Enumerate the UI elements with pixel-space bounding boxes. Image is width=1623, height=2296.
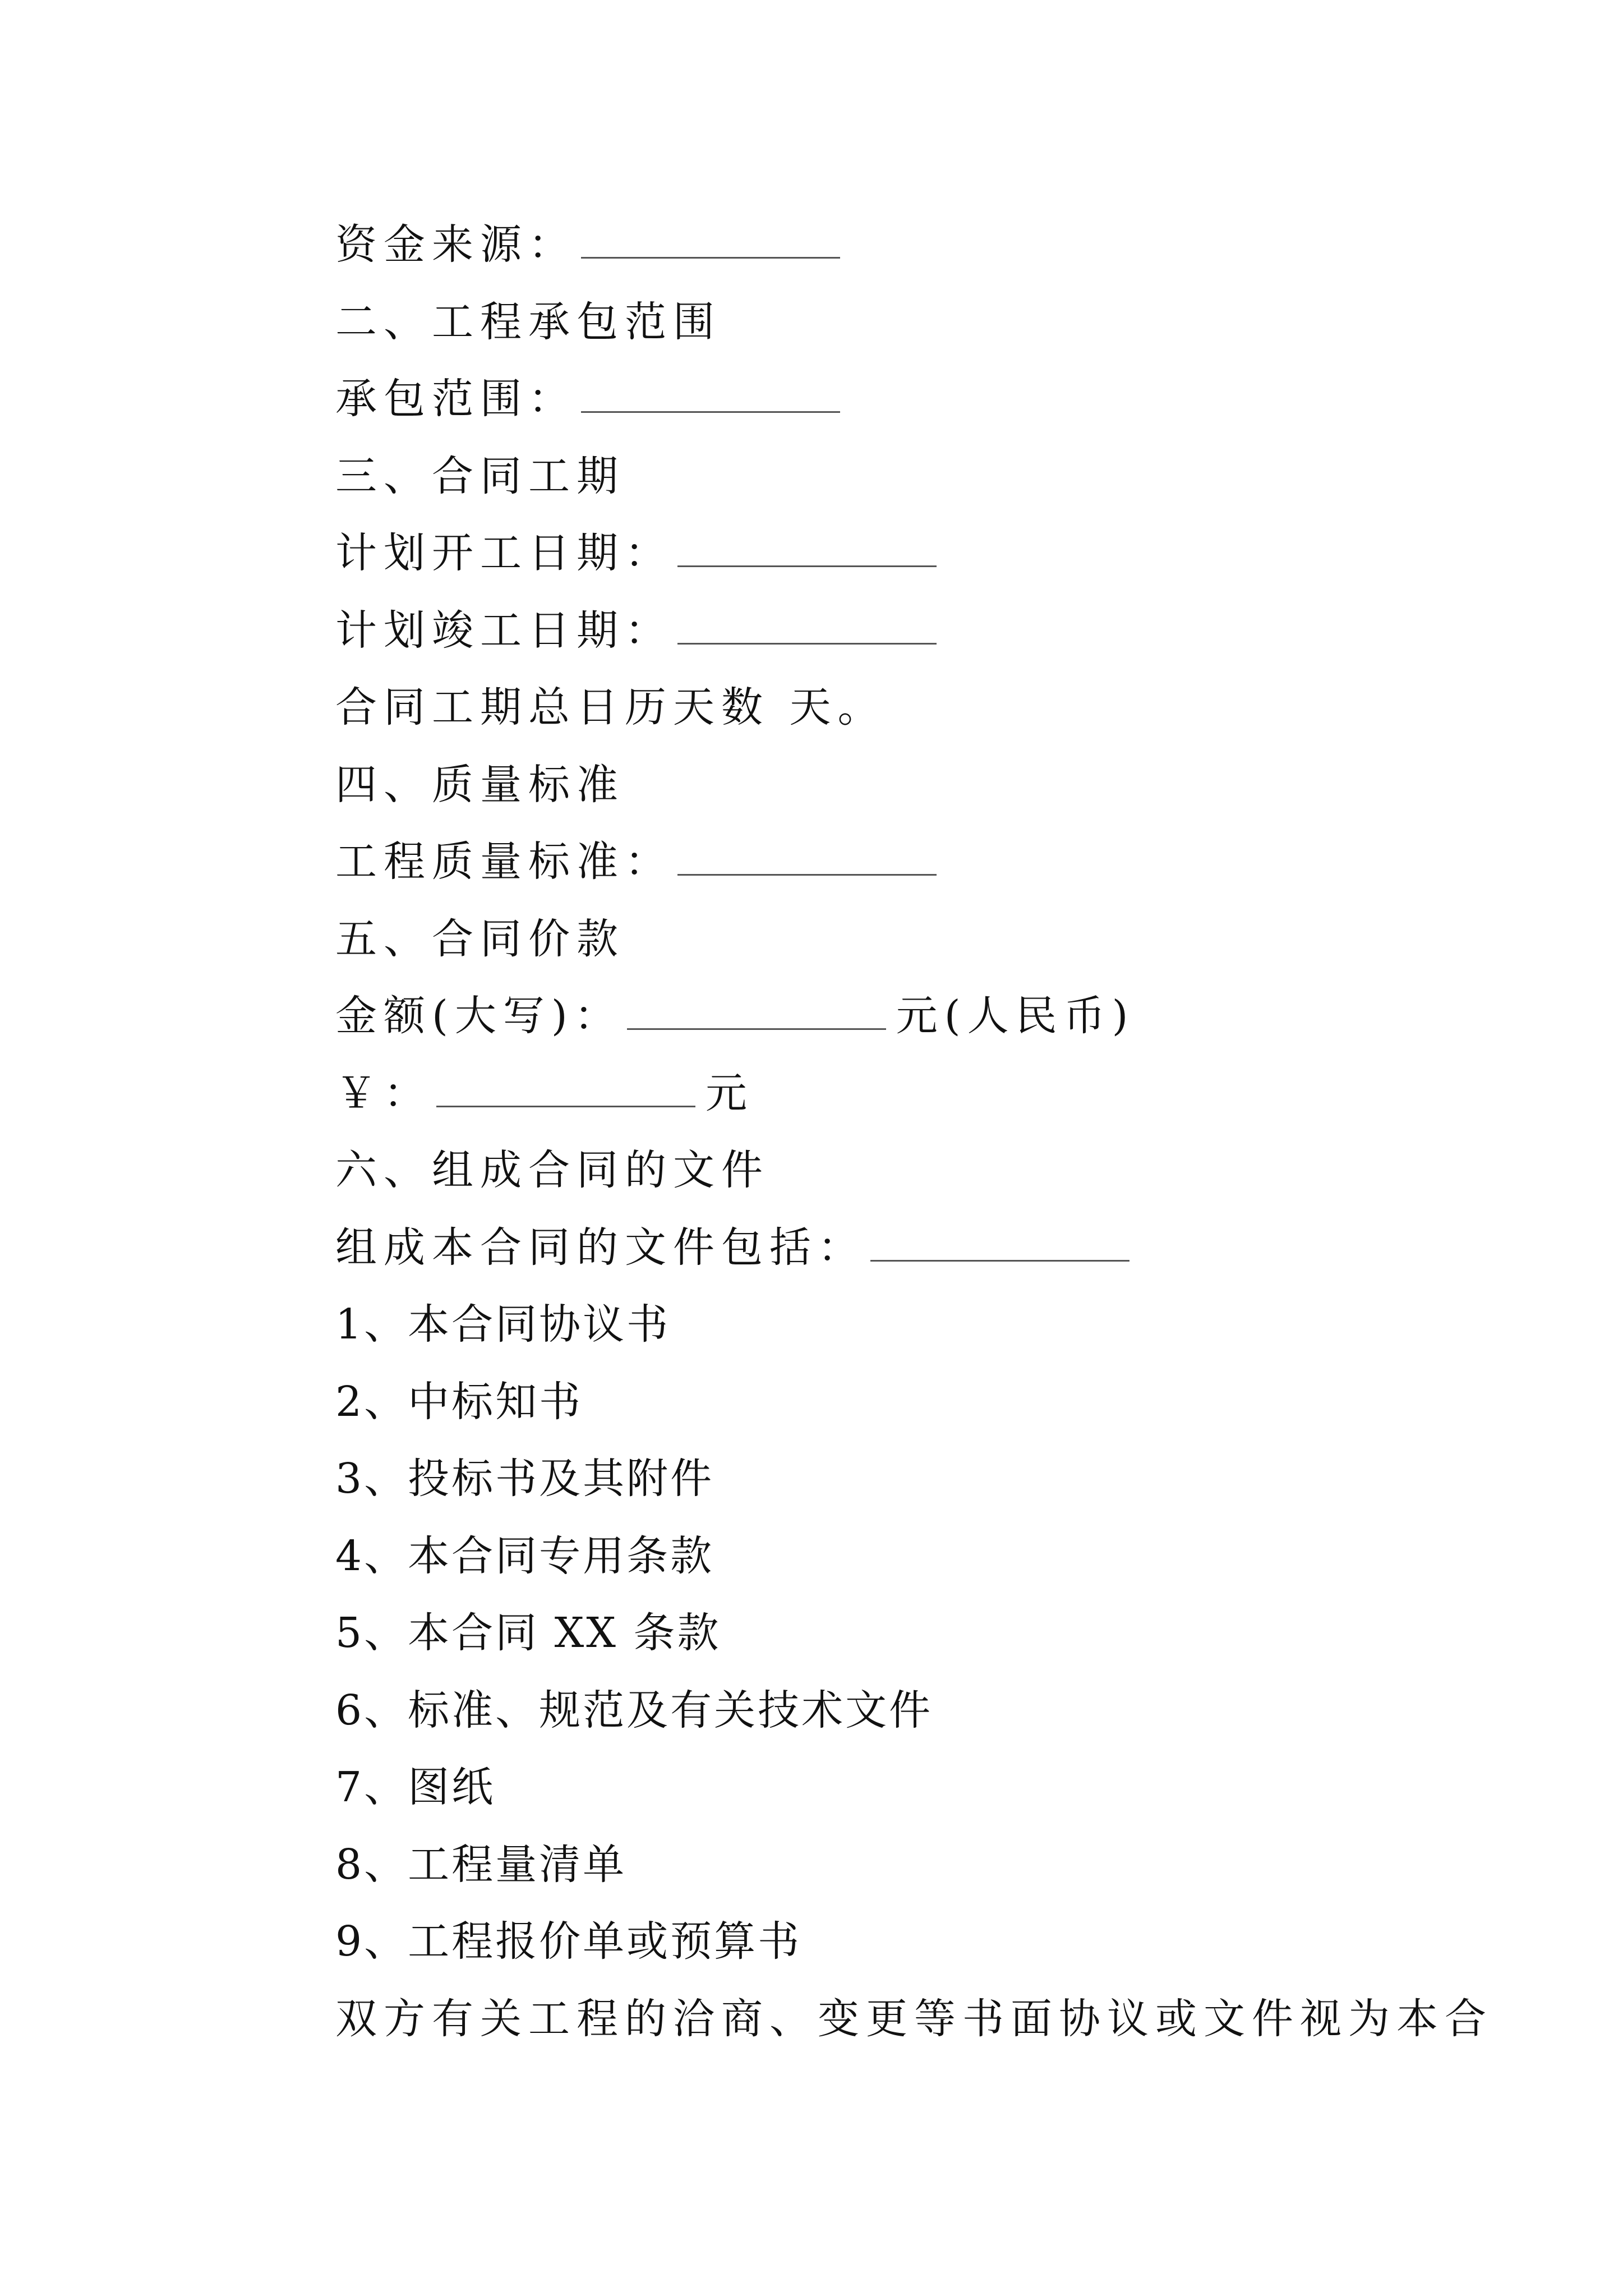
list-item-8	[335, 1826, 1457, 1904]
closing-paragraph-text: 双方有关工程的洽商、变更等书面协议或文件视为本合	[335, 1994, 1493, 2043]
list-item-1	[335, 1286, 1457, 1364]
quality-standard-label: 工程质量标准：	[335, 838, 673, 886]
completion-date-label: 计划竣工日期：	[335, 606, 673, 655]
amount-words-line	[335, 978, 1457, 1055]
section-heading-documents-text: 六、组成合同的文件	[335, 1146, 769, 1194]
funding-source-label: 资金来源：	[335, 220, 577, 269]
list-item-7-text: 7、图纸	[335, 1763, 496, 1811]
section-heading-price	[335, 901, 1457, 978]
scope-blank	[581, 378, 840, 413]
total-days-line	[335, 669, 1457, 747]
document-body	[335, 206, 1493, 2058]
section-heading-scope	[335, 284, 1457, 361]
amount-figures-line	[335, 1055, 1457, 1133]
start-date-line	[335, 515, 1457, 592]
start-date-label: 计划开工日期：	[335, 529, 673, 577]
section-heading-duration	[335, 438, 1457, 516]
list-item-8-text: 8、工程量清单	[335, 1840, 627, 1889]
list-item-5	[335, 1595, 1457, 1672]
documents-included-line	[335, 1209, 1457, 1287]
completion-date-line	[335, 592, 1457, 670]
list-item-6-text: 6、标准、规范及有关技术文件	[335, 1686, 933, 1734]
start-date-blank	[677, 532, 937, 567]
list-item-9	[335, 1903, 1457, 1981]
list-item-4-text: 4、本合同专用条款	[335, 1531, 714, 1580]
section-heading-quality-text: 四、质量标准	[335, 760, 625, 809]
list-item-7	[335, 1749, 1457, 1826]
funding-source-line	[335, 206, 1457, 284]
section-heading-documents	[335, 1132, 1457, 1209]
list-item-4	[335, 1518, 1457, 1595]
list-item-9-text: 9、工程报价单或预算书	[335, 1917, 802, 1966]
amount-words-label: 金额(大写)：	[335, 992, 623, 1040]
section-heading-duration-text: 三、合同工期	[335, 452, 625, 500]
closing-paragraph	[335, 1981, 1493, 2058]
list-item-3-text: 3、投标书及其附件	[335, 1455, 714, 1503]
quality-standard-blank	[677, 840, 937, 876]
quality-standard-line	[335, 823, 1457, 901]
list-item-1-text: 1、本合同协议书	[335, 1300, 671, 1349]
amount-words-blank	[627, 995, 886, 1030]
list-item-5-text: 5、本合同 XX 条款	[335, 1609, 721, 1657]
section-heading-price-text: 五、合同价款	[335, 914, 625, 963]
total-days-text: 合同工期总日历天数 天。	[335, 683, 886, 731]
completion-date-blank	[677, 609, 937, 645]
amount-figures-suffix: 元	[706, 1069, 754, 1117]
funding-source-blank	[581, 223, 840, 259]
section-heading-quality	[335, 747, 1457, 824]
list-item-2-text: 2、中标知书	[335, 1377, 583, 1426]
scope-label: 承包范围：	[335, 375, 577, 423]
list-item-3	[335, 1441, 1457, 1518]
documents-included-blank	[870, 1226, 1129, 1262]
amount-words-suffix: 元(人民币)	[896, 992, 1135, 1040]
amount-figures-label: ￥：	[335, 1069, 432, 1117]
scope-line	[335, 361, 1457, 438]
amount-figures-blank	[436, 1072, 695, 1107]
section-heading-scope-text: 二、工程承包范围	[335, 297, 721, 346]
documents-included-label: 组成本合同的文件包括：	[335, 1223, 866, 1272]
list-item-6	[335, 1672, 1457, 1750]
list-item-2	[335, 1364, 1457, 1441]
